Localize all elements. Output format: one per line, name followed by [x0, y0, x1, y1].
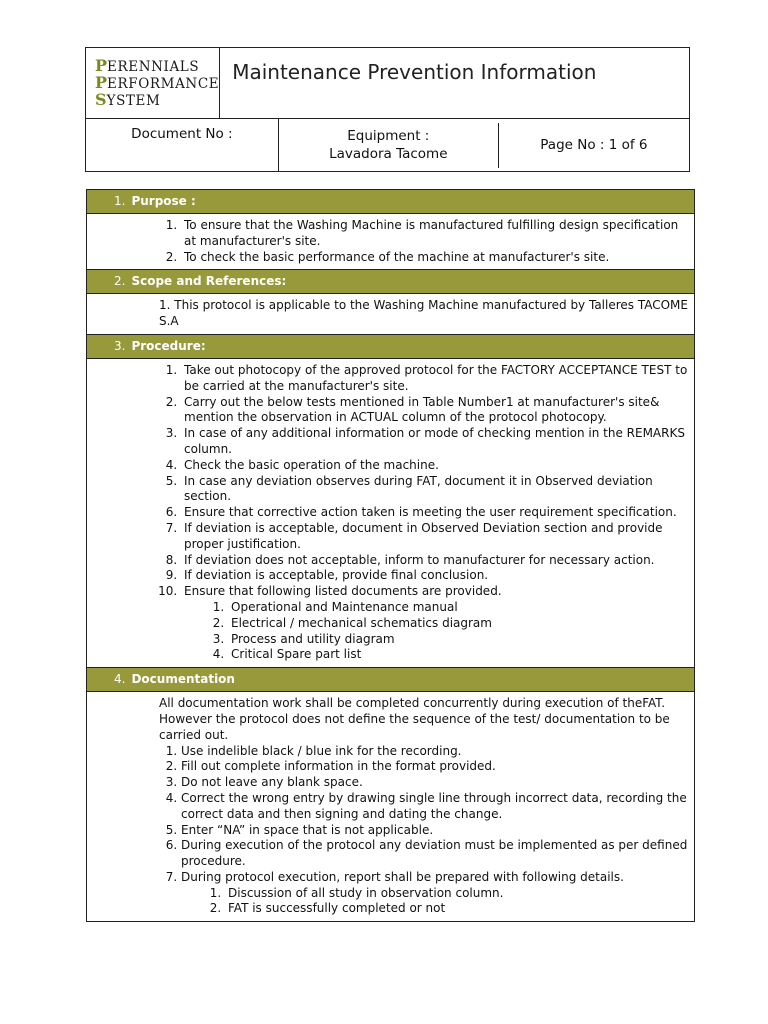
list-item: 7. If deviation is acceptable, document in Observed Deviation section and provide proper justification.	[181, 521, 688, 553]
list-item: 1. Use indelible black / blue ink for the recording.	[181, 744, 688, 760]
list-item: 2. Fill out complete information in the format provided.	[181, 759, 688, 775]
list-item: 1. To ensure that the Washing Machine is manufactured fulfilling design specification at manufacturer's site.	[181, 218, 688, 250]
list-item: 6. Ensure that corrective action taken is meeting the user requirement specification.	[181, 505, 688, 521]
scope-text: 1. This protocol is applicable to the Washing Machine manufactured by Talleres TACOME S.A	[159, 298, 688, 329]
sub-list-item: 1. Discussion of all study in observation column.	[225, 886, 688, 902]
page-number-cell	[498, 123, 689, 168]
section-body-documentation	[87, 692, 694, 921]
equipment-value: Lavadora Tacome	[329, 146, 448, 162]
section-header-purpose: 1. Purpose :	[87, 190, 694, 214]
section-body-procedure	[87, 359, 694, 667]
list-item: 2. To check the basic performance of the machine at manufacturer's site.	[181, 250, 688, 266]
equipment-cell	[279, 123, 499, 168]
list-item: 9. If deviation is acceptable, provide final conclusion.	[181, 568, 688, 584]
list-item: 3. Do not leave any blank space.	[181, 775, 688, 791]
sub-list-item: 2. FAT is successfully completed or not	[225, 901, 688, 917]
equipment-page-cell	[278, 119, 689, 172]
sub-list-item: 1. Operational and Maintenance manual	[228, 600, 688, 616]
list-item: 8. If deviation does not acceptable, inform to manufacturer for necessary action.	[181, 553, 688, 569]
section-body-scope	[87, 294, 694, 334]
header-table	[85, 47, 690, 172]
sub-list-item: 3. Process and utility diagram	[228, 632, 688, 648]
section-body-purpose	[87, 214, 694, 269]
document-no-label: Document No :	[131, 126, 233, 142]
sub-list-item: 2. Electrical / mechanical schematics diagram	[228, 616, 688, 632]
document-title-cell	[220, 48, 690, 119]
list-item: 1. Take out photocopy of the approved protocol for the FACTORY ACCEPTANCE TEST to be carried at the manufacturer's site.	[181, 363, 688, 395]
section-header-documentation: 4. Documentation	[87, 667, 694, 692]
list-item: 5. In case any deviation observes during FAT, document it in Observed deviation section.	[181, 474, 688, 506]
sub-list-item: 4. Critical Spare part list	[228, 647, 688, 663]
list-item: 3. In case of any additional information or mode of checking mention in the REMARKS column.	[181, 426, 688, 458]
list-item: 2. Carry out the below tests mentioned in Table Number1 at manufacturer's site& mention the observation in ACTUAL column of the protocol photocopy.	[181, 395, 688, 427]
page-number: Page No : 1 of 6	[540, 137, 648, 153]
logo-cell	[86, 48, 220, 119]
section-header-procedure: 3. Procedure:	[87, 334, 694, 359]
protocol-sections	[86, 189, 695, 922]
list-item: 5. Enter “NA” in space that is not applicable.	[181, 823, 688, 839]
equipment-label: Equipment :	[347, 128, 430, 144]
list-item: 10. Ensure that following listed documents are provided. 1. Operational and Maintenance manual 2. Electrical / mechanical schematics diagram 3. Process and utility diagram 4. Critical Spare part list	[181, 584, 688, 663]
section-header-scope: 2. Scope and References:	[87, 269, 694, 294]
company-logo: PERENNIALS PERFORMANCE SYSTEM	[95, 55, 220, 109]
list-item: 6. During execution of the protocol any deviation must be implemented as per defined procedure.	[181, 838, 688, 870]
document-no-cell	[86, 119, 279, 172]
list-item: 4. Check the basic operation of the machine.	[181, 458, 688, 474]
documentation-intro: All documentation work shall be completed concurrently during execution of theFAT. However the protocol does not define the sequence of the test/ documentation to be carried out.	[159, 696, 670, 742]
list-item: 4. Correct the wrong entry by drawing single line through incorrect data, recording the correct data and then signing and dating the change.	[181, 791, 688, 823]
list-item: 7. During protocol execution, report shall be prepared with following details. 1. Discussion of all study in observation column. 2. FAT is successfully completed or not	[181, 870, 688, 917]
document-title: Maintenance Prevention Information	[232, 60, 597, 84]
